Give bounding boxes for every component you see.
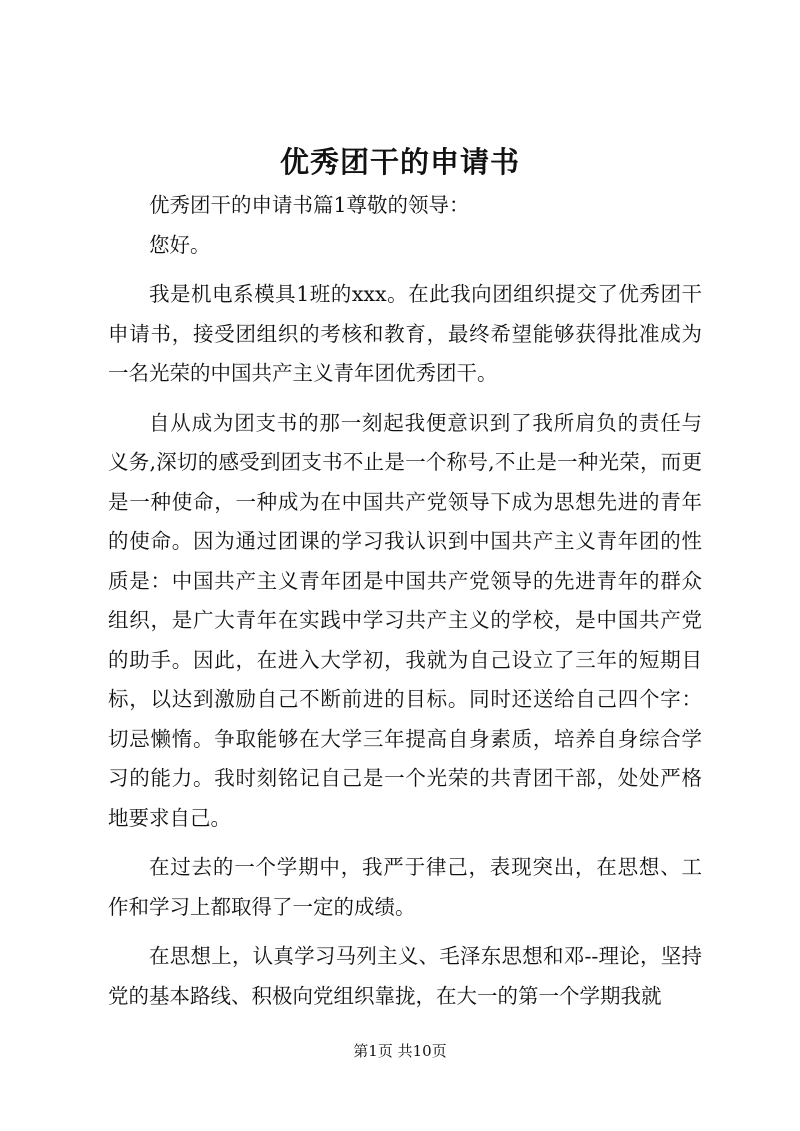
- salutation-line: 优秀团干的申请书篇1尊敬的领导：: [149, 193, 470, 217]
- body-paragraph: 自从成为团支书的那一刻起我便意识到了我所肩负的责任与义务,深切的感受到团支书不止是一个称号,不止是一种光荣，而更是一种使命，一种成为在中国共产党领导下成为思想先进的青年的使命。因为通过团课的学习我认识到中国共产主义青年团的性质是：中国共产主义青年团是中国共产党领导的先进青年的群众组织，是广大青年在实践中学习共产主义的学校，是中国共产党的助手。因此，在进入大学初，我就为自己设立了三年的短期目标，以达到激励自己不断前进的目标。同时还送给自己四个字：切忌懒惰。争取能够在大学三年提高自身素质，培养自身综合学习的能力。我时刻铭记自己是一个光荣的共青团干部，处处严格地要求自己。: [108, 410, 702, 830]
- body-paragraph: 在思想上，认真学习马列主义、毛泽东思想和邓--理论，坚持党的基本路线、积极向党组织靠拢，在大一的第一个学期我就: [108, 944, 702, 1008]
- greeting-line: 您好。: [149, 232, 211, 257]
- document-title: 优秀团干的申请书: [279, 145, 520, 179]
- page-number-footer: 第1页 共10页: [353, 1042, 447, 1060]
- document-body: [108, 186, 702, 1016]
- body-paragraph: 在过去的一个学期中，我严于律己，表现突出，在思想、工作和学习上都取得了一定的成绩。: [108, 855, 702, 919]
- body-paragraph: 我是机电系模具1班的xxx。在此我向团组织提交了优秀团干申请书，接受团组织的考核和教育，最终希望能够获得批准成为一名光荣的中国共产主义青年团优秀团干。: [108, 282, 702, 385]
